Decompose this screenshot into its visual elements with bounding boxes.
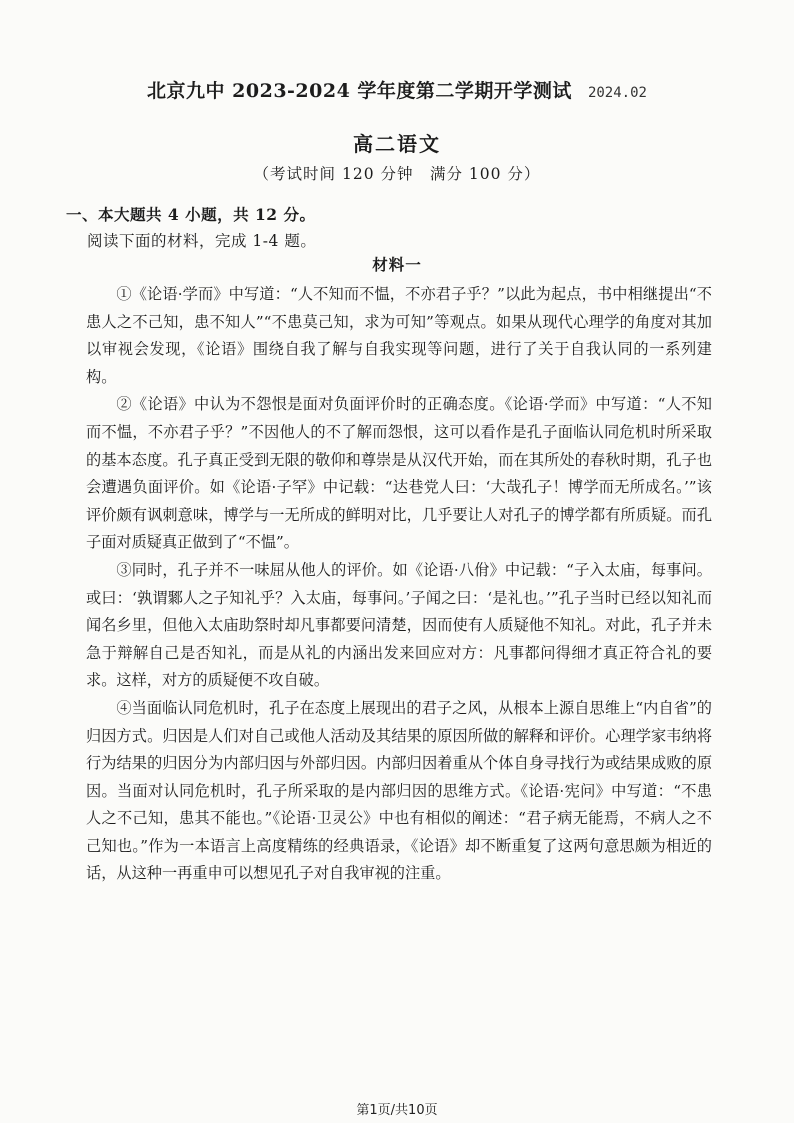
exam-date: 2024.02 (587, 85, 647, 101)
section-instruction: 阅读下面的材料，完成 1-4 题。 (87, 232, 317, 250)
subject-title: 高二语文 (353, 132, 441, 156)
material-body (86, 281, 712, 888)
paragraph-2: ②《论语》中认为不怨恨是面对负面评价时的正确态度。《论语·学而》中写道：“人不知而不愠，不亦君子乎？”不因他人的不了解而怨恨，这可以看作是孔子面临认同危机时所采取的基本态度。孔子真正受到无限的敬仰和尊崇是从汉代开始，而在其所处的春秋时期，孔子也会遭遇负面评价。如《论语·子罕》中记载：“达巷党人曰：‘大哉孔子！博学而无所成名。’”该评价颇有讽刺意味，博学与一无所成的鲜明对比，几乎要让人对孔子的博学都有所质疑。而孔子面对质疑真正做到了“不愠”。 (86, 395, 712, 552)
material-title: 材料一 (372, 255, 422, 274)
paragraph-3: ③同时，孔子并不一味屈从他人的评价。如《论语·八佾》中记载：“子入太庙，每事问。或曰：‘孰谓鄹人之子知礼乎？入太庙，每事问。’子闻之曰：‘是礼也。’”孔子当时已经以知礼而闻名乡里，但他入太庙助祭时却凡事都要问清楚，因而使有人质疑他不知礼。对此，孔子并未急于辩解自己是否知礼，而是从礼的内涵出发来回应对方：凡事都问得细才真正符合礼的要求。这样，对方的质疑便不攻自破。 (86, 560, 712, 690)
paragraph-1: ①《论语·学而》中写道：“人不知而不愠，不亦君子乎？”以此为起点，书中相继提出“不患人之不己知，患不知人”“不患莫己知，求为可知”等观点。如果从现代心理学的角度对其加以审视会发现，《论语》围绕自我了解与自我实现等问题，进行了关于自我认同的一系列建构。 (86, 285, 712, 386)
page-number: 第1页/共10页 (356, 1103, 438, 1118)
exam-info: （考试时间 120 分钟 满分 100 分） (253, 165, 541, 183)
paragraph-4: ④当面临认同危机时，孔子在态度上展现出的君子之风，从根本上源自思维上“内自省”的归因方式。归因是人们对自己或他人活动及其结果的原因所做的解释和评价。心理学家韦纳将行为结果的归因分为内部归因与外部归因。内部归因着重从个体自身寻找行为或结果成败的原因。当面对认同危机时，孔子所采取的是内部归因的思维方式。《论语·宪问》中写道：“不患人之不己知，患其不能也。”《论语·卫灵公》中也有相似的阐述：“君子病无能焉，不病人之不己知也。”作为一本语言上高度精练的经典语录，《论语》却不断重复了这两句意思颇为相近的话，从这种一再重申可以想见孔子对自我审视的注重。 (86, 698, 712, 883)
exam-title: 北京九中 2023-2024 学年度第二学期开学测试 (147, 80, 572, 102)
header-row (0, 76, 794, 103)
section-heading: 一、本大题共 4 小题，共 12 分。 (66, 205, 316, 224)
